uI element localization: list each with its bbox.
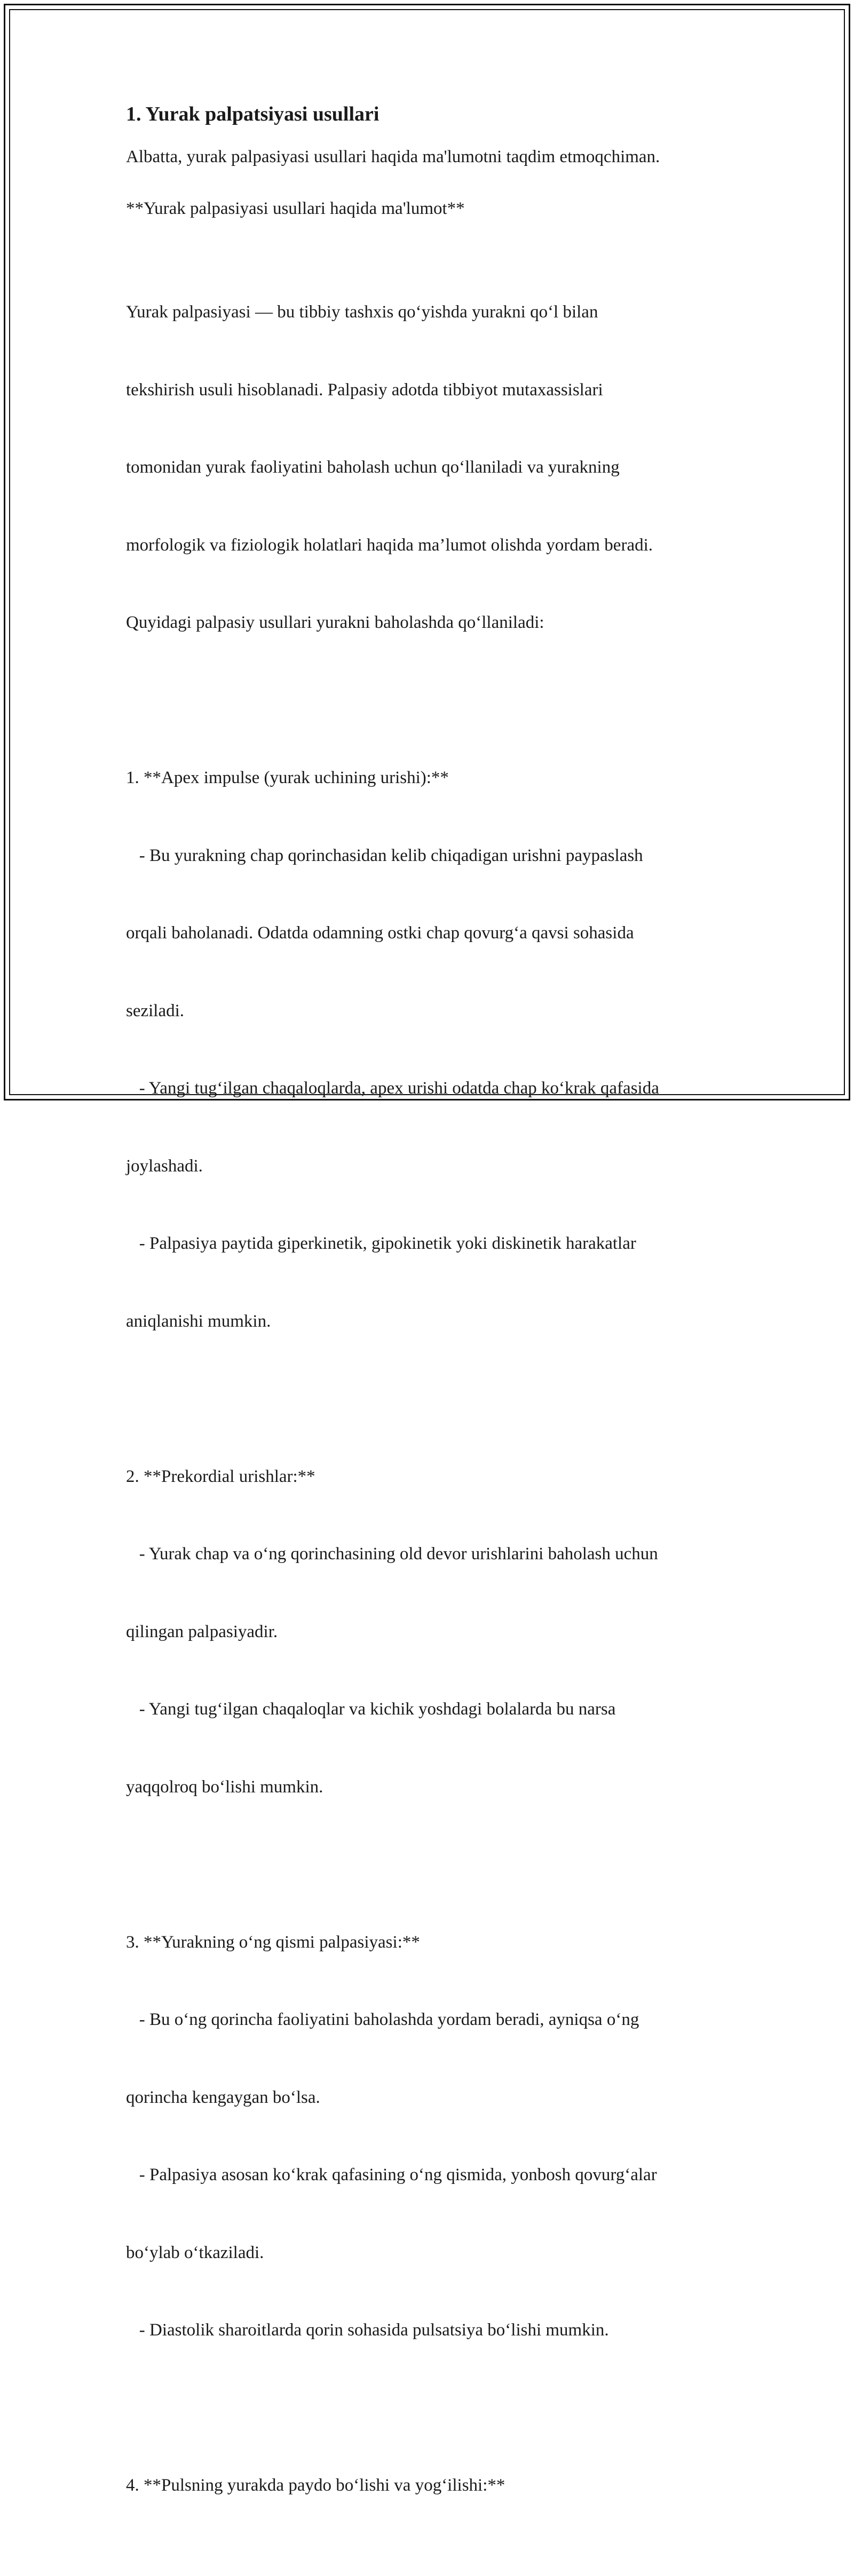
description-line: Quyidagi palpasiy usullari yurakni baholashda qo‘llaniladi: — [126, 613, 544, 632]
section-heading: 3. **Yurakning o‘ng qismi palpasiyasi:** — [126, 1932, 420, 1952]
section-line: - Bu o‘ng qorincha faoliyatini baholashda yordam beradi, ayniqsa o‘ng — [126, 2010, 639, 2029]
section-heading: 2. **Prekordial urishlar:** — [126, 1466, 315, 1486]
section-line: qorincha kengaygan bo‘lsa. — [126, 2087, 320, 2107]
description-line: morfologik va fiziologik holatlari haqida ma’lumot olishda yordam beradi. — [126, 535, 653, 555]
section-line: - Bu yurakning chap qorinchasidan kelib chiqadigan urishni paypaslash — [126, 846, 643, 865]
intro-paragraph: Albatta, yurak palpasiyasi usullari haqida ma'lumotni taqdim etmoqchiman. — [126, 147, 660, 166]
section-line: - Palpasiya paytida giperkinetik, gipokinetik yoki diskinetik harakatlar — [126, 1234, 636, 1253]
section-heading-line: **Yurak palpasiyasi usullari haqida ma'lumot** — [126, 199, 465, 218]
section-line: - Yurak chap va o‘ng qorinchasining old devor urishlarini baholash uchun — [126, 1544, 658, 1564]
document-body — [126, 100, 745, 2576]
section-line: joylashadi. — [126, 1156, 203, 1176]
section-heading: 4. **Pulsning yurakda paydo bo‘lishi va yog‘ilishi:** — [126, 2476, 505, 2495]
section-line: yaqqolroq bo‘lishi mumkin. — [126, 1777, 323, 1797]
section-line: - Palpasiya asosan ko‘krak qafasining o‘ng qismida, yonbosh qovurg‘alar — [126, 2165, 657, 2184]
section-line: aniqlanishi mumkin. — [126, 1311, 271, 1331]
section-pulse — [126, 2421, 745, 2550]
section-line: - Diastolik sharoitlarda qorin sohasida pulsatsiya bo‘lishi mumkin. — [126, 2320, 609, 2340]
description-line: tomonidan yurak faoliyatini baholash uchun qo‘llaniladi va yurakning — [126, 458, 620, 477]
section-line: qilingan palpasiyadir. — [126, 1622, 278, 1641]
section-prekordial — [126, 1412, 745, 1852]
section-line: seziladi. — [126, 1001, 185, 1020]
section-heading: 1. **Apex impulse (yurak uchining urishi):** — [126, 768, 449, 787]
description-paragraph — [126, 248, 745, 688]
description-line: Yurak palpasiyasi — bu tibbiy tashxis qo‘yishda yurakni qo‘l bilan — [126, 302, 598, 322]
section-apex-impulse — [126, 713, 745, 1386]
section-line: - Yangi tug‘ilgan chaqaloqlarda, apex urishi odatda chap ko‘krak qafasida — [126, 1079, 659, 1098]
section-line: orqali baholanadi. Odatda odamning ostki chap qovurg‘a qavsi sohasida — [126, 923, 634, 943]
section-right-heart — [126, 1878, 745, 2395]
description-line: tekshirish usuli hisoblanadi. Palpasiy adotda tibbiyot mutaxassislari — [126, 380, 603, 400]
section-line: - Yangi tug‘ilgan chaqaloqlar va kichik yoshdagi bolalarda bu narsa — [126, 1700, 616, 1719]
section-line: bo‘ylab o‘tkaziladi. — [126, 2243, 264, 2262]
document-title: 1. Yurak palpatsiyasi usullari — [126, 103, 379, 125]
